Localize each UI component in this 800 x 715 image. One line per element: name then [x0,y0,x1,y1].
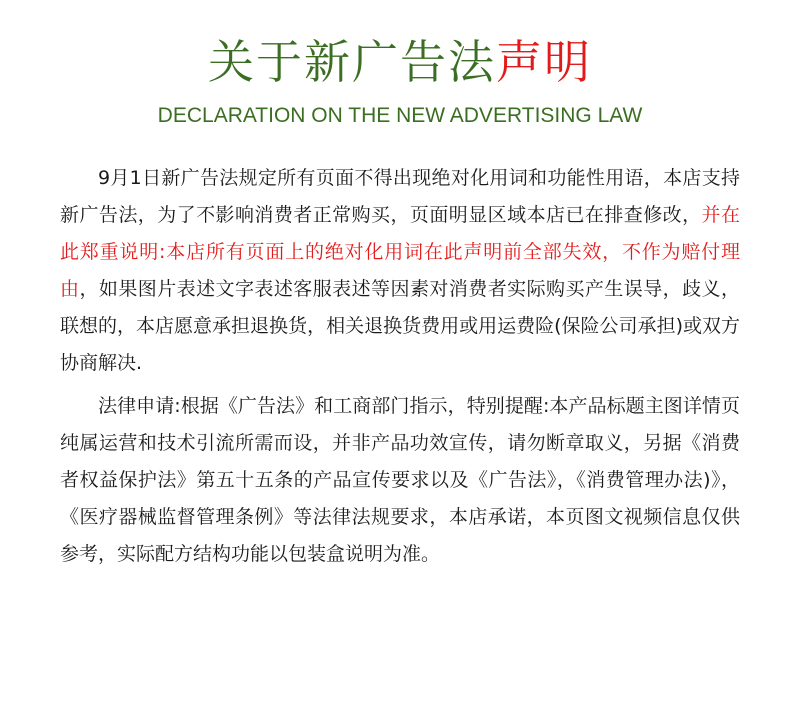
page-subtitle: DECLARATION ON THE NEW ADVERTISING LAW [157,104,643,127]
legal-text: 法律申请:根据《广告法》和工商部门指示，特别提醒:本产品标题主图详情页纯属运营和技术引流所需而设，并非产品功效宣传，请勿断章取义，另据《消费者权益保护法》第五十五条的产品宣传要求以及《广告法》，《消费管理办法)》，《医疗器械监督管理条例》等法律法规要求，本店承诺，本页图文视频信息仅供参考，实际配方结构功能以包装盒说明为准。 [60,395,740,565]
notice-text-intro: 9月1日新广告法规定所有页面不得出现绝对化用词和功能性用语，本店支持新广告法，为了不影响消费者正常购买，页面明显区域本店已在排查修改， [60,167,740,226]
notice-text-rest: ，如果图片表述文字表述客服表述等因素对消费者实际购买产生误导，歧义，联想的，本店愿意承担退换货，相关退换货费用或用运费险(保险公司承担)或双方协商解决. [60,278,740,374]
title-green-part: 关于新广告法 [208,35,496,89]
paragraph-legal [60,388,740,573]
title-red-part: 声明 [496,35,592,89]
page-title [60,0,740,100]
notice-text-highlight: 并在此郑重说明:本店所有页面上的绝对化用词在此声明前全部失效，不作为赔付理由 [60,204,740,300]
paragraph-notice [60,160,740,382]
declaration-body [60,160,740,573]
